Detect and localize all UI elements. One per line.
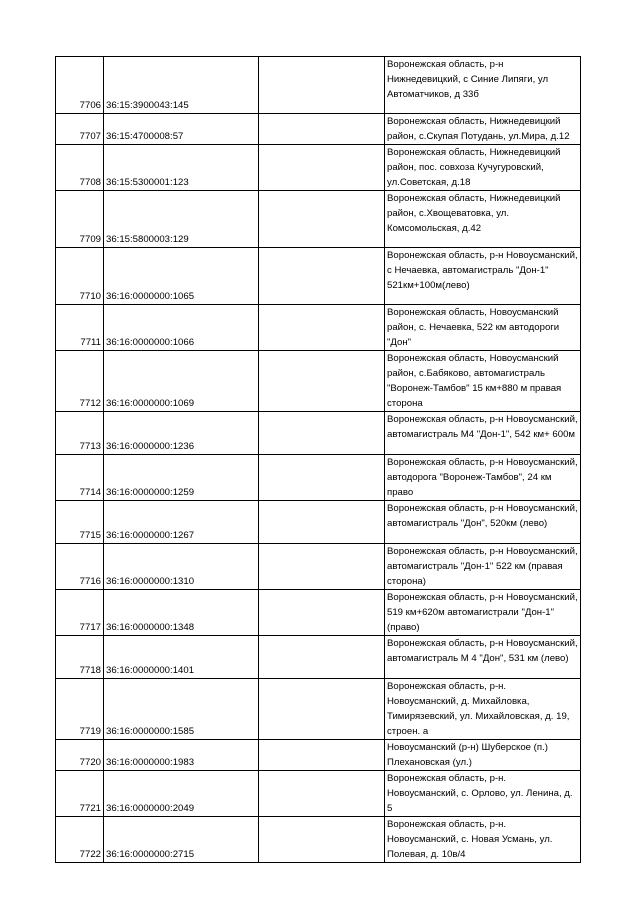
empty-cell: [259, 191, 385, 248]
address-cell: Воронежская область, Новоусманский район, с.Бабяково, автомагистраль "Воронеж-Тамбов" 15 км+880 м правая сторона: [385, 351, 581, 412]
table-row: [56, 305, 581, 351]
table-row: [56, 248, 581, 305]
row-number-cell: 7709: [56, 191, 104, 248]
table-row: [56, 544, 581, 590]
cadastral-number-cell: 36:15:4700008:57: [104, 114, 259, 145]
cadastral-number-cell: 36:15:5800003:129: [104, 191, 259, 248]
empty-cell: [259, 412, 385, 455]
address-cell: Воронежская область, Нижнедевицкий район, с.Хвощеватовка, ул. Комсомольская, д.42: [385, 191, 581, 248]
empty-cell: [259, 248, 385, 305]
address-cell: Воронежская область, р-н. Новоусманский, с. Новая Усмань, ул. Полевая, д. 10в/4: [385, 817, 581, 863]
address-cell: Воронежская область, р-н Новоусманский, с Нечаевка, автомагистраль "Дон-1" 521км+100м(лево): [385, 248, 581, 305]
address-cell: Воронежская область, Нижнедевицкий район, пос. совхоза Кучугуровский, ул.Советская, д.18: [385, 145, 581, 191]
empty-cell: [259, 57, 385, 114]
cadastral-number-cell: 36:16:0000000:1066: [104, 305, 259, 351]
empty-cell: [259, 636, 385, 679]
empty-cell: [259, 501, 385, 544]
row-number-cell: 7712: [56, 351, 104, 412]
row-number-cell: 7715: [56, 501, 104, 544]
address-cell: Новоусманский (р-н) Шуберское (п.) Плехановская (ул.): [385, 740, 581, 771]
table-row: [56, 817, 581, 863]
empty-cell: [259, 351, 385, 412]
empty-cell: [259, 771, 385, 817]
table-row: [56, 636, 581, 679]
cadastral-number-cell: 36:16:0000000:1983: [104, 740, 259, 771]
address-cell: Воронежская область, р-н Новоусманский, 519 км+620м автомагистрали "Дон-1" (право): [385, 590, 581, 636]
row-number-cell: 7706: [56, 57, 104, 114]
row-number-cell: 7718: [56, 636, 104, 679]
empty-cell: [259, 114, 385, 145]
table-row: [56, 57, 581, 114]
cadastral-number-cell: 36:16:0000000:1259: [104, 455, 259, 501]
table-row: [56, 501, 581, 544]
address-cell: Воронежская область, р-н Новоусманский, автодорога "Воронеж-Тамбов", 24 км право: [385, 455, 581, 501]
empty-cell: [259, 305, 385, 351]
address-cell: Воронежская область, Новоусманский район, с. Нечаевка, 522 км автодороги "Дон": [385, 305, 581, 351]
cadastral-number-cell: 36:16:0000000:1348: [104, 590, 259, 636]
row-number-cell: 7720: [56, 740, 104, 771]
table-row: [56, 679, 581, 740]
cadastral-number-cell: 36:16:0000000:1069: [104, 351, 259, 412]
empty-cell: [259, 679, 385, 740]
empty-cell: [259, 455, 385, 501]
empty-cell: [259, 817, 385, 863]
row-number-cell: 7719: [56, 679, 104, 740]
cadastral-number-cell: 36:16:0000000:1267: [104, 501, 259, 544]
cadastral-number-cell: 36:16:0000000:1401: [104, 636, 259, 679]
row-number-cell: 7717: [56, 590, 104, 636]
address-cell: Воронежская область, Нижнедевицкий район, с.Скупая Потудань, ул.Мира, д.12: [385, 114, 581, 145]
row-number-cell: 7711: [56, 305, 104, 351]
registry-table-body: [56, 57, 581, 863]
cadastral-number-cell: 36:16:0000000:1065: [104, 248, 259, 305]
cadastral-number-cell: 36:16:0000000:2049: [104, 771, 259, 817]
address-cell: Воронежская область, р-н. Новоусманский, д. Михайловка, Тимирязевский, ул. Михайловская, д. 19, строен. а: [385, 679, 581, 740]
row-number-cell: 7722: [56, 817, 104, 863]
cadastral-number-cell: 36:16:0000000:1310: [104, 544, 259, 590]
table-row: [56, 114, 581, 145]
row-number-cell: 7714: [56, 455, 104, 501]
row-number-cell: 7713: [56, 412, 104, 455]
table-row: [56, 771, 581, 817]
row-number-cell: 7707: [56, 114, 104, 145]
row-number-cell: 7721: [56, 771, 104, 817]
row-number-cell: 7708: [56, 145, 104, 191]
address-cell: Воронежская область, р-н Новоусманский, автомагистраль "Дон-1" 522 км (правая сторона): [385, 544, 581, 590]
table-row: [56, 740, 581, 771]
empty-cell: [259, 740, 385, 771]
cadastral-number-cell: 36:16:0000000:1585: [104, 679, 259, 740]
table-row: [56, 191, 581, 248]
empty-cell: [259, 590, 385, 636]
table-row: [56, 455, 581, 501]
table-row: [56, 590, 581, 636]
row-number-cell: 7710: [56, 248, 104, 305]
table-row: [56, 145, 581, 191]
address-cell: Воронежская область, р-н Новоусманский, автомагистраль М4 "Дон-1", 542 км+ 600м: [385, 412, 581, 455]
empty-cell: [259, 544, 385, 590]
row-number-cell: 7716: [56, 544, 104, 590]
cadastral-number-cell: 36:15:3900043:145: [104, 57, 259, 114]
cadastral-number-cell: 36:16:0000000:2715: [104, 817, 259, 863]
address-cell: Воронежская область, р-н. Новоусманский, с. Орлово, ул. Ленина, д. 5: [385, 771, 581, 817]
cadastral-number-cell: 36:16:0000000:1236: [104, 412, 259, 455]
address-cell: Воронежская область, р-н Нижнедевицкий, с Синие Липяги, ул Автоматчиков, д 33б: [385, 57, 581, 114]
registry-table: [55, 56, 581, 863]
address-cell: Воронежская область, р-н Новоусманский, автомагистраль "Дон", 520км (лево): [385, 501, 581, 544]
address-cell: Воронежская область, р-н Новоусманский, автомагистраль М 4 "Дон", 531 км (лево): [385, 636, 581, 679]
table-row: [56, 351, 581, 412]
table-row: [56, 412, 581, 455]
empty-cell: [259, 145, 385, 191]
cadastral-number-cell: 36:15:5300001:123: [104, 145, 259, 191]
